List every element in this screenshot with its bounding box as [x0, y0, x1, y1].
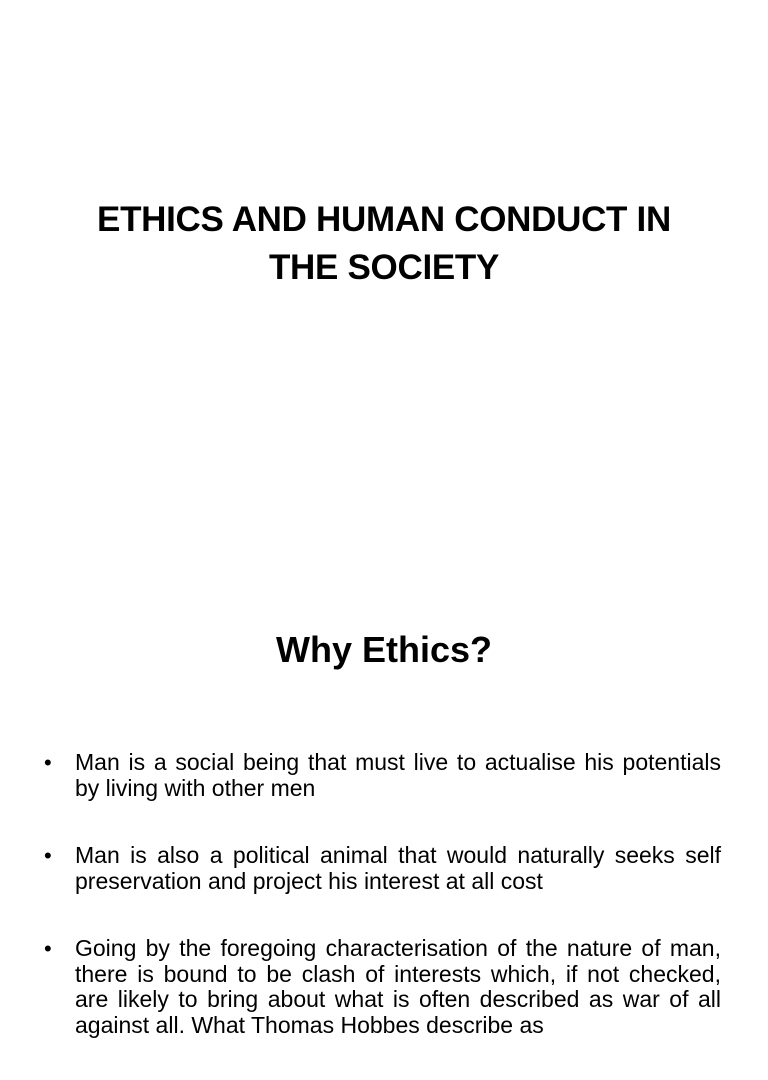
- slide-heading: Why Ethics?: [275, 629, 493, 670]
- slide-title: ETHICS AND HUMAN CONDUCT IN THE SOCIETY: [97, 200, 671, 287]
- bullet-list: [44, 750, 721, 1080]
- bullet-item: [44, 843, 721, 894]
- bullet-icon: •: [44, 843, 52, 868]
- bullet-text: Man is a social being that must live to actualise his potentials by living with other men: [75, 749, 721, 801]
- bullet-item: [44, 750, 721, 801]
- bullet-text: Going by the foregoing characterisation of the nature of man, there is bound to be clash of interests which, if not checked, are likely to bring about what is often described as war of all against all. What Thomas Hobbes describe as: [75, 935, 721, 1038]
- bullet-icon: •: [44, 750, 52, 775]
- bullet-item: [44, 936, 721, 1038]
- bullet-text: Man is also a political animal that would naturally seeks self preservation and project his interest at all cost: [75, 842, 721, 894]
- bullet-icon: •: [44, 936, 52, 961]
- content-slide: [0, 576, 768, 1038]
